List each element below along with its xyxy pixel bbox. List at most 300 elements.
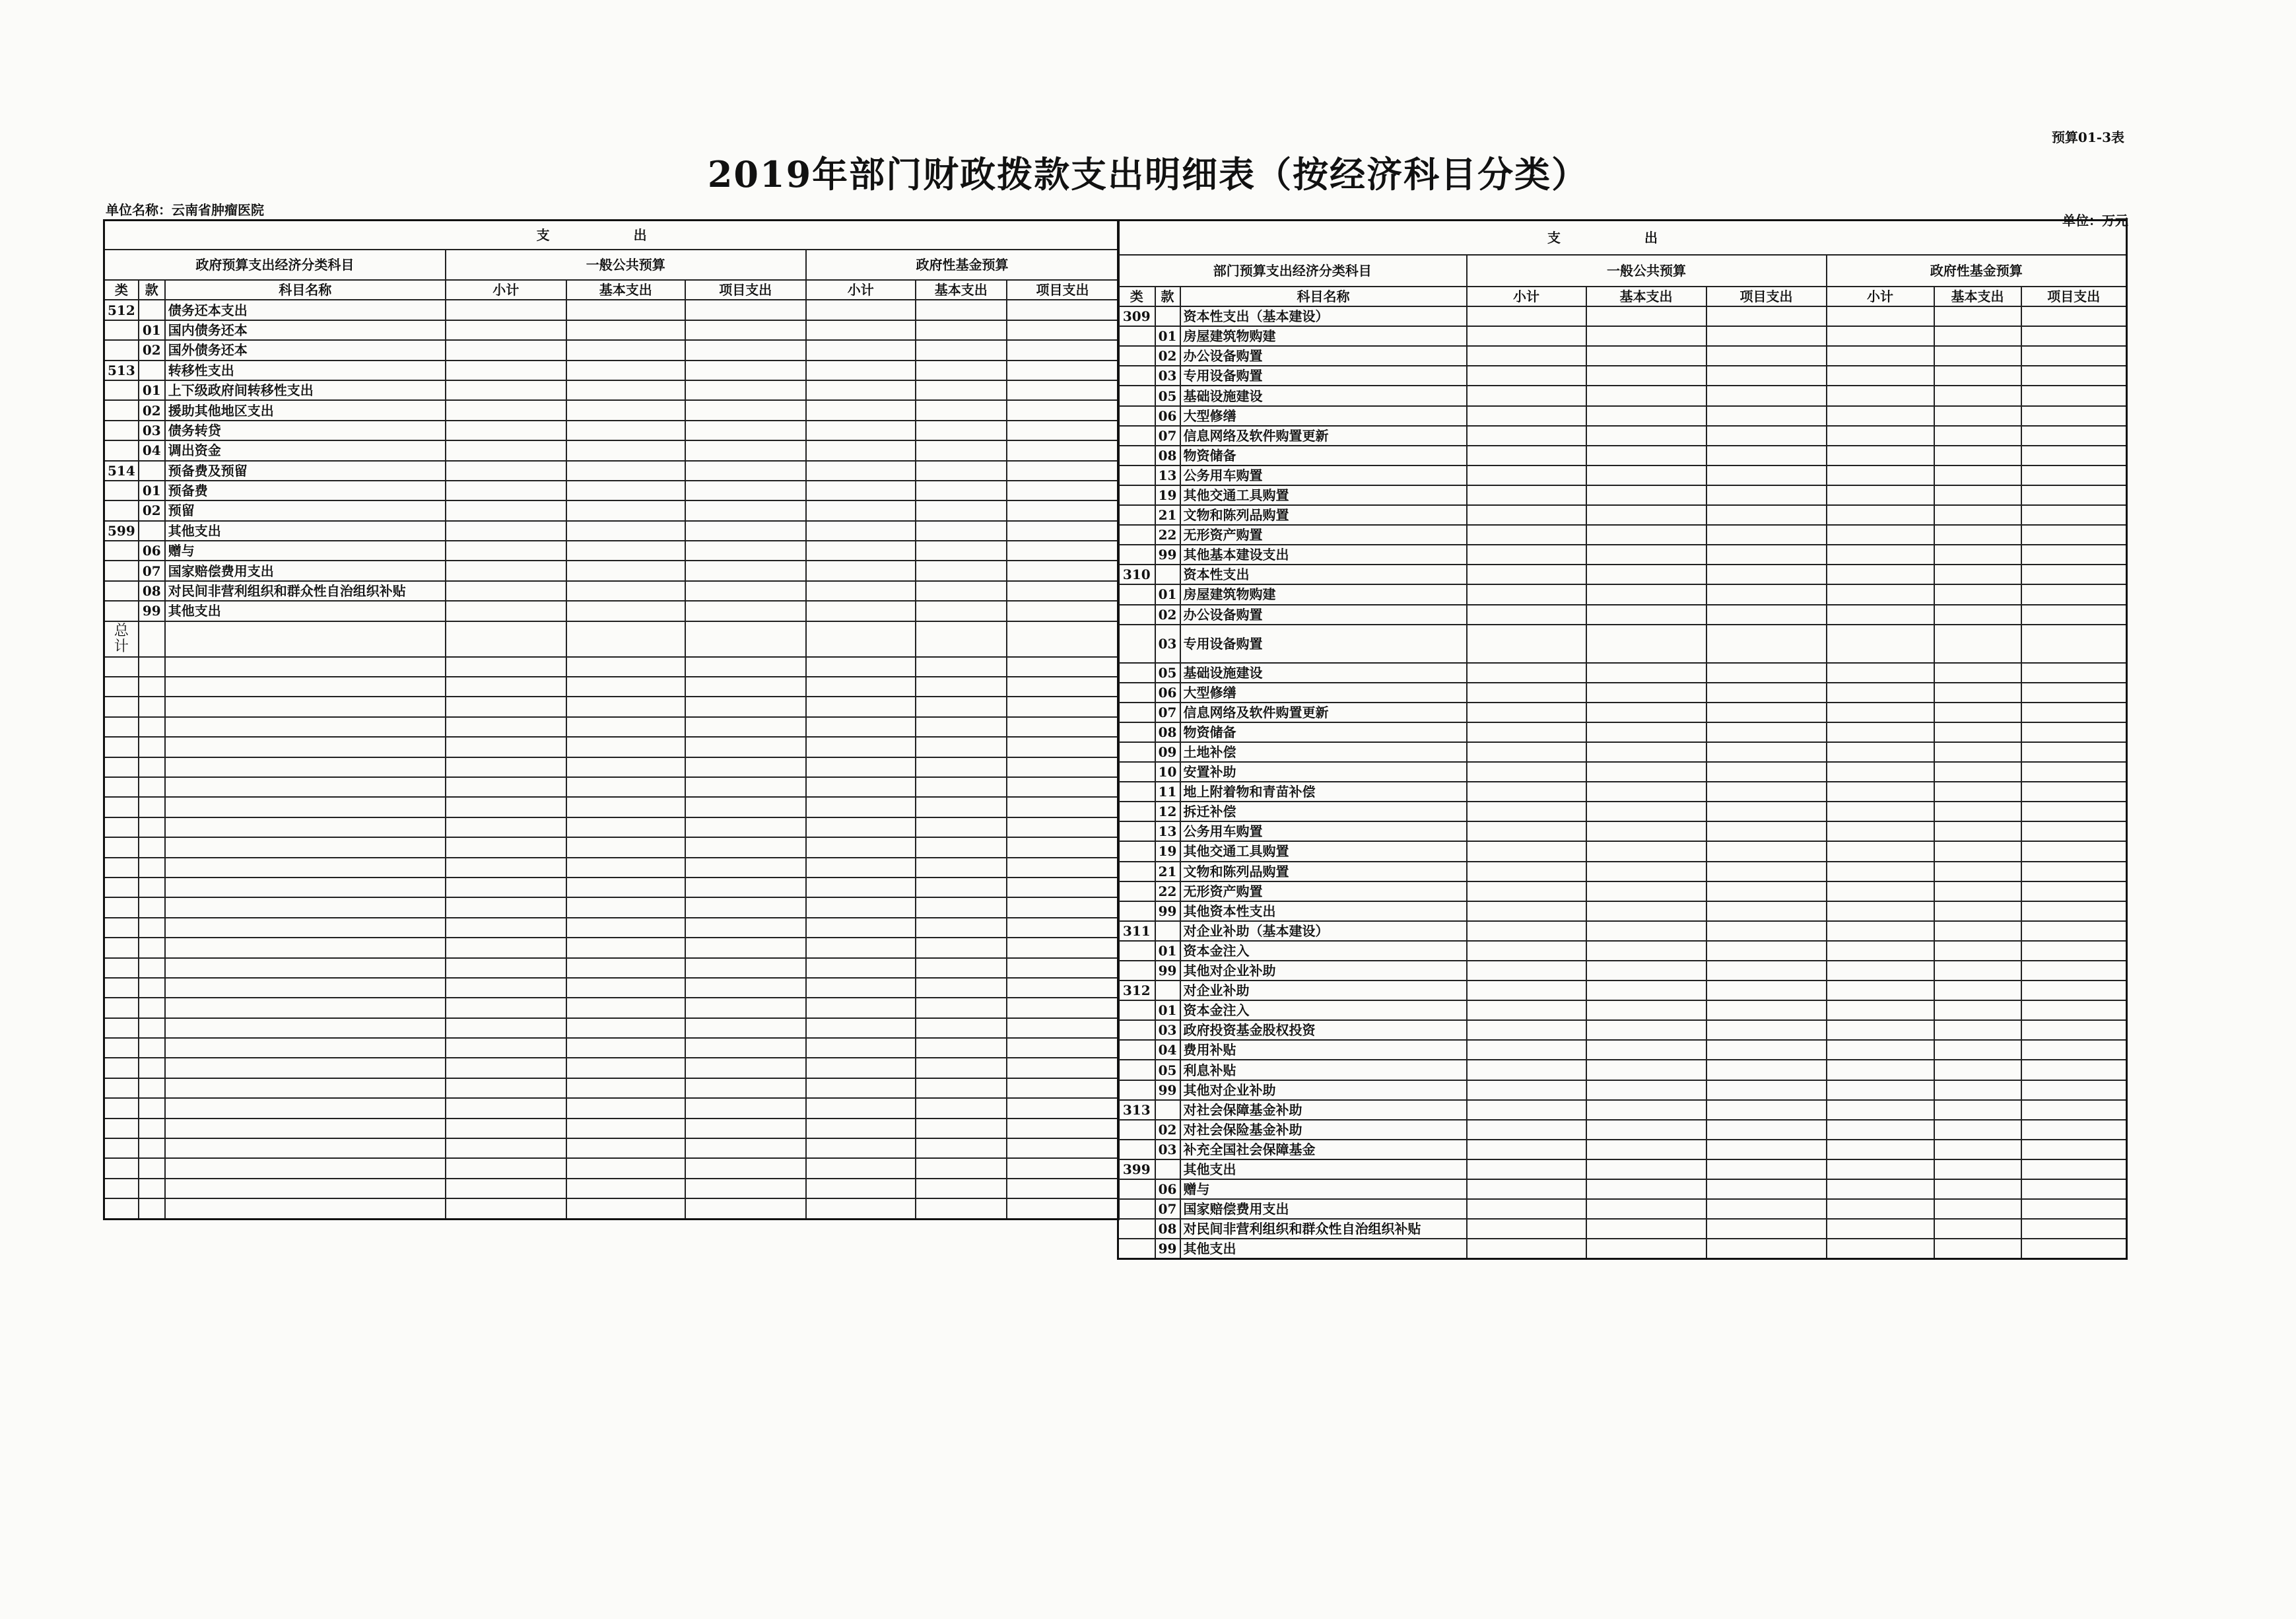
- empty-cell: [806, 978, 916, 998]
- empty-cell: [104, 817, 139, 837]
- empty-cell: [1007, 958, 1119, 978]
- left-expenditure-table: [103, 219, 1120, 1220]
- amount-cell: [1827, 742, 1934, 762]
- empty-cell: [165, 697, 446, 716]
- empty-cell: [104, 998, 139, 1017]
- left-col-kuan: 款: [139, 280, 165, 300]
- empty-cell: [806, 1078, 916, 1098]
- blank-row: [104, 737, 1119, 757]
- amount-cell: [916, 340, 1007, 360]
- empty-cell: [806, 998, 916, 1017]
- amount-cell: [1827, 901, 1934, 921]
- subject-name: 对企业补助: [1180, 981, 1467, 1000]
- amount-cell: [916, 300, 1007, 320]
- empty-cell: [566, 958, 685, 978]
- amount-cell: [1586, 683, 1706, 703]
- category-code: [1118, 366, 1155, 386]
- empty-cell: [685, 958, 806, 978]
- amount-cell: [1934, 722, 2021, 742]
- item-code: 22: [1155, 525, 1180, 545]
- left-general-header: 一般公共预算: [446, 250, 806, 280]
- amount-cell: [916, 521, 1007, 541]
- category-code: [1118, 525, 1155, 545]
- amount-cell: [1467, 1239, 1586, 1259]
- empty-cell: [446, 1058, 566, 1078]
- empty-cell: [165, 1179, 446, 1198]
- table-row: [1118, 625, 2127, 663]
- empty-cell: [1007, 918, 1119, 938]
- table-row: [104, 481, 1119, 500]
- empty-cell: [685, 1119, 806, 1138]
- right-col-name: 科目名称: [1180, 287, 1467, 306]
- amount-cell: [1934, 1239, 2021, 1259]
- amount-cell: [446, 421, 566, 440]
- empty-cell: [806, 677, 916, 697]
- empty-cell: [1007, 1158, 1119, 1178]
- amount-cell: [1467, 941, 1586, 961]
- category-code: [1118, 1219, 1155, 1239]
- amount-cell: [2021, 841, 2127, 861]
- amount-cell: [446, 481, 566, 500]
- empty-cell: [104, 858, 139, 878]
- empty-cell: [566, 918, 685, 938]
- subject-name: 对企业补助（基本建设）: [1180, 921, 1467, 941]
- empty-cell: [806, 897, 916, 917]
- amount-cell: [1467, 1140, 1586, 1159]
- empty-cell: [685, 978, 806, 998]
- empty-cell: [566, 1198, 685, 1219]
- blank-row: [104, 657, 1119, 677]
- amount-cell: [566, 581, 685, 601]
- amount-cell: [1706, 841, 1827, 861]
- amount-cell: [1586, 782, 1706, 802]
- right-col-subtotal: 小计: [1467, 287, 1586, 306]
- amount-cell: [806, 340, 916, 360]
- subject-name: 费用补贴: [1180, 1040, 1467, 1060]
- empty-cell: [446, 1078, 566, 1098]
- amount-cell: [916, 481, 1007, 500]
- empty-cell: [104, 897, 139, 917]
- empty-cell: [566, 938, 685, 957]
- empty-cell: [165, 817, 446, 837]
- amount-cell: [685, 400, 806, 420]
- blank-row: [104, 1018, 1119, 1038]
- amount-cell: [806, 481, 916, 500]
- subject-name: 信息网络及软件购置更新: [1180, 703, 1467, 722]
- amount-cell: [1586, 722, 1706, 742]
- empty-cell: [685, 897, 806, 917]
- empty-cell: [566, 817, 685, 837]
- item-code: 10: [1155, 762, 1180, 782]
- amount-cell: [2021, 525, 2127, 545]
- right-col-fund-project: 项目支出: [2021, 287, 2127, 306]
- amount-cell: [1007, 421, 1119, 440]
- amount-cell: [1934, 1179, 2021, 1199]
- empty-cell: [446, 998, 566, 1017]
- category-code: 399: [1118, 1159, 1155, 1179]
- amount-cell: [1467, 386, 1586, 405]
- category-code: [1118, 862, 1155, 881]
- subject-name: 其他支出: [165, 601, 446, 621]
- empty-cell: [916, 978, 1007, 998]
- subject-name: 国家赔偿费用支出: [1180, 1199, 1467, 1219]
- item-code: 04: [1155, 1040, 1180, 1060]
- amount-cell: [2021, 1120, 2127, 1140]
- empty-cell: [104, 1078, 139, 1098]
- subject-name: 房屋建筑物购建: [1180, 584, 1467, 604]
- amount-cell: [1586, 1080, 1706, 1100]
- blank-row: [104, 897, 1119, 917]
- amount-cell: [1467, 802, 1586, 821]
- category-code: [1118, 762, 1155, 782]
- amount-cell: [1467, 901, 1586, 921]
- empty-cell: [566, 677, 685, 697]
- empty-cell: [446, 737, 566, 757]
- amount-cell: [1827, 1000, 1934, 1020]
- amount-cell: [1586, 961, 1706, 981]
- category-code: 309: [1118, 306, 1155, 326]
- empty-cell: [139, 717, 165, 737]
- item-code: 01: [1155, 941, 1180, 961]
- table-row: [1118, 605, 2127, 625]
- amount-cell: [1706, 1100, 1827, 1120]
- empty-cell: [566, 657, 685, 677]
- amount-cell: [1467, 1060, 1586, 1080]
- blank-row: [104, 958, 1119, 978]
- right-general-header: 一般公共预算: [1467, 255, 1827, 287]
- subject-name: 其他交通工具购置: [1180, 485, 1467, 505]
- amount-cell: [1934, 841, 2021, 861]
- amount-cell: [1467, 605, 1586, 625]
- table-row: [104, 601, 1119, 621]
- subject-name: 对民间非营利组织和群众性自治组织补贴: [165, 581, 446, 601]
- item-code: 01: [139, 320, 165, 340]
- left-section-header: 政府预算支出经济分类科目: [104, 250, 446, 280]
- amount-cell: [1934, 1080, 2021, 1100]
- amount-cell: [566, 320, 685, 340]
- item-code: [139, 361, 165, 380]
- amount-cell: [2021, 742, 2127, 762]
- empty-cell: [685, 998, 806, 1017]
- item-code: 99: [1155, 545, 1180, 565]
- amount-cell: [1827, 1100, 1934, 1120]
- amount-cell: [1586, 326, 1706, 346]
- empty-cell: [446, 1038, 566, 1058]
- item-code: [139, 300, 165, 320]
- subject-name: 对社会保障基金补助: [1180, 1100, 1467, 1120]
- amount-cell: [806, 461, 916, 481]
- amount-cell: [1706, 1020, 1827, 1040]
- amount-cell: [1706, 1199, 1827, 1219]
- amount-cell: [2021, 663, 2127, 683]
- category-code: [1118, 406, 1155, 426]
- empty-cell: [1007, 657, 1119, 677]
- subject-name: 转移性支出: [165, 361, 446, 380]
- amount-cell: [685, 340, 806, 360]
- amount-cell: [1586, 525, 1706, 545]
- left-col-basic: 基本支出: [566, 280, 685, 300]
- item-code: 05: [1155, 663, 1180, 683]
- subject-name: 信息网络及软件购置更新: [1180, 426, 1467, 446]
- amount-cell: [1467, 1080, 1586, 1100]
- amount-cell: [1586, 1199, 1706, 1219]
- subject-name: 国内债务还本: [165, 320, 446, 340]
- amount-cell: [685, 440, 806, 460]
- page-title: 2019年部门财政拨款支出明细表（按经济科目分类）: [707, 153, 1589, 195]
- empty-cell: [806, 1119, 916, 1138]
- amount-cell: [2021, 545, 2127, 565]
- table-row: [1118, 862, 2127, 881]
- amount-cell: [2021, 1020, 2127, 1040]
- amount-cell: [446, 440, 566, 460]
- blank-row: [104, 697, 1119, 716]
- amount-cell: [1934, 742, 2021, 762]
- empty-cell: [566, 998, 685, 1017]
- empty-cell: [806, 657, 916, 677]
- amount-cell: [1007, 320, 1119, 340]
- amount-cell: [1706, 981, 1827, 1000]
- amount-cell: [1586, 1100, 1706, 1120]
- amount-cell: [1827, 1159, 1934, 1179]
- empty-cell: [1007, 1098, 1119, 1118]
- amount-cell: [2021, 346, 2127, 366]
- item-code: 21: [1155, 862, 1180, 881]
- category-code: [104, 421, 139, 440]
- empty-cell: [139, 978, 165, 998]
- amount-cell: [1934, 505, 2021, 525]
- amount-cell: [566, 481, 685, 500]
- amount-cell: [1007, 500, 1119, 520]
- empty-cell: [806, 1038, 916, 1058]
- empty-cell: [104, 797, 139, 817]
- empty-cell: [806, 1098, 916, 1118]
- amount-cell: [1827, 921, 1934, 941]
- amount-cell: [1586, 386, 1706, 405]
- amount-cell: [1827, 386, 1934, 405]
- right-col-lei: 类: [1118, 287, 1155, 306]
- subject-name: 安置补助: [1180, 762, 1467, 782]
- amount-cell: [1467, 961, 1586, 981]
- amount-cell: [1467, 346, 1586, 366]
- empty-cell: [165, 897, 446, 917]
- empty-cell: [139, 1018, 165, 1038]
- amount-cell: [1586, 426, 1706, 446]
- empty-cell: [446, 1158, 566, 1178]
- amount-cell: [2021, 683, 2127, 703]
- amount-cell: [1706, 584, 1827, 604]
- amount-cell: [806, 561, 916, 580]
- empty-cell: [916, 737, 1007, 757]
- item-code: [1155, 306, 1180, 326]
- table-row: [1118, 1100, 2127, 1120]
- amount-cell: [1706, 1040, 1827, 1060]
- amount-cell: [1007, 541, 1119, 561]
- subject-name: 债务转贷: [165, 421, 446, 440]
- amount-cell: [446, 340, 566, 360]
- empty-cell: [806, 1058, 916, 1078]
- amount-cell: [1706, 1080, 1827, 1100]
- amount-cell: [1467, 465, 1586, 485]
- amount-cell: [1827, 683, 1934, 703]
- blank-row: [104, 1158, 1119, 1178]
- subject-name: 政府投资基金股权投资: [1180, 1020, 1467, 1040]
- empty-cell: [566, 878, 685, 897]
- amount-cell: [1827, 326, 1934, 346]
- item-code: 07: [1155, 703, 1180, 722]
- table-row: [1118, 565, 2127, 584]
- item-code: 02: [139, 500, 165, 520]
- empty-cell: [566, 777, 685, 797]
- blank-row: [104, 817, 1119, 837]
- amount-cell: [1586, 941, 1706, 961]
- empty-cell: [806, 1158, 916, 1178]
- empty-cell: [566, 1058, 685, 1078]
- amount-cell: [2021, 605, 2127, 625]
- amount-cell: [806, 300, 916, 320]
- empty-cell: [1007, 837, 1119, 857]
- blank-row: [104, 837, 1119, 857]
- item-code: 12: [1155, 802, 1180, 821]
- empty-cell: [446, 897, 566, 917]
- amount-cell: [1586, 742, 1706, 762]
- amount-cell: [806, 500, 916, 520]
- category-code: [1118, 1179, 1155, 1199]
- amount-cell: [446, 601, 566, 621]
- subject-name: 物资储备: [1180, 722, 1467, 742]
- category-code: 312: [1118, 981, 1155, 1000]
- amount-cell: [1007, 461, 1119, 481]
- blank-row: [104, 938, 1119, 957]
- amount-cell: [1934, 625, 2021, 663]
- category-code: [1118, 1120, 1155, 1140]
- table-row: [1118, 881, 2127, 901]
- amount-cell: [1827, 545, 1934, 565]
- table-row: [1118, 1159, 2127, 1179]
- amount-cell: [1934, 821, 2021, 841]
- category-code: [1118, 584, 1155, 604]
- empty-cell: [165, 1018, 446, 1038]
- table-row: [1118, 446, 2127, 465]
- item-code: 03: [1155, 625, 1180, 663]
- amount-cell: [2021, 485, 2127, 505]
- empty-cell: [139, 1078, 165, 1098]
- amount-cell: [806, 601, 916, 621]
- left-group-header: 支 出: [104, 221, 1119, 250]
- blank-row: [104, 998, 1119, 1017]
- amount-cell: [1467, 1199, 1586, 1219]
- amount-cell: [1706, 366, 1827, 386]
- category-code: [1118, 1020, 1155, 1040]
- empty-cell: [104, 737, 139, 757]
- empty-cell: [566, 697, 685, 716]
- empty-cell: [104, 777, 139, 797]
- empty-cell: [685, 858, 806, 878]
- category-code: 599: [104, 521, 139, 541]
- amount-cell: [1706, 862, 1827, 881]
- empty-cell: [139, 1038, 165, 1058]
- empty-cell: [165, 717, 446, 737]
- amount-cell: [1586, 1020, 1706, 1040]
- empty-cell: [566, 1158, 685, 1178]
- left-col-project: 项目支出: [685, 280, 806, 300]
- amount-cell: [1586, 366, 1706, 386]
- amount-cell: [685, 320, 806, 340]
- amount-cell: [1007, 581, 1119, 601]
- amount-cell: [685, 361, 806, 380]
- amount-cell: [1467, 703, 1586, 722]
- amount-cell: [916, 461, 1007, 481]
- empty-cell: [685, 837, 806, 857]
- empty-cell: [104, 697, 139, 716]
- amount-cell: [1007, 601, 1119, 621]
- empty-cell: [916, 958, 1007, 978]
- amount-cell: [916, 400, 1007, 420]
- left-fund-header: 政府性基金预算: [806, 250, 1119, 280]
- amount-cell: [1706, 802, 1827, 821]
- amount-cell: [2021, 1100, 2127, 1120]
- amount-cell: [1586, 862, 1706, 881]
- amount-cell: [566, 361, 685, 380]
- blank-row: [104, 1098, 1119, 1118]
- category-code: 512: [104, 300, 139, 320]
- amount-cell: [1934, 1020, 2021, 1040]
- empty-cell: [104, 1179, 139, 1198]
- amount-cell: [1706, 881, 1827, 901]
- empty-cell: [165, 797, 446, 817]
- item-code: 99: [1155, 1080, 1180, 1100]
- amount-cell: [1467, 1159, 1586, 1179]
- table-row: [1118, 346, 2127, 366]
- right-fund-header: 政府性基金预算: [1827, 255, 2127, 287]
- empty-cell: [685, 878, 806, 897]
- table-row: [1118, 1020, 2127, 1040]
- subject-name: 国外债务还本: [165, 340, 446, 360]
- amount-cell: [916, 421, 1007, 440]
- amount-cell: [566, 400, 685, 420]
- amount-cell: [1706, 465, 1827, 485]
- category-code: [104, 500, 139, 520]
- amount-cell: [916, 581, 1007, 601]
- amount-cell: [1586, 465, 1706, 485]
- amount-cell: [1827, 841, 1934, 861]
- empty-cell: [139, 757, 165, 777]
- empty-cell: [916, 1098, 1007, 1118]
- table-row: [104, 320, 1119, 340]
- item-code: 08: [139, 581, 165, 601]
- amount-cell: [685, 500, 806, 520]
- empty-cell: [104, 657, 139, 677]
- empty-cell: [916, 717, 1007, 737]
- amount-cell: [1827, 762, 1934, 782]
- amount-cell: [1586, 306, 1706, 326]
- amount-cell: [916, 500, 1007, 520]
- amount-cell: [1706, 703, 1827, 722]
- empty-cell: [446, 837, 566, 857]
- left-col-fund-project: 项目支出: [1007, 280, 1119, 300]
- category-code: [1118, 782, 1155, 802]
- right-section-header: 部门预算支出经济分类科目: [1118, 255, 1467, 287]
- amount-cell: [1586, 841, 1706, 861]
- amount-cell: [1934, 901, 2021, 921]
- amount-cell: [1827, 1199, 1934, 1219]
- amount-cell: [1586, 1219, 1706, 1239]
- empty-cell: [685, 1179, 806, 1198]
- amount-cell: [2021, 722, 2127, 742]
- amount-cell: [916, 561, 1007, 580]
- empty-cell: [446, 958, 566, 978]
- amount-cell: [566, 461, 685, 481]
- amount-cell: [1934, 1040, 2021, 1060]
